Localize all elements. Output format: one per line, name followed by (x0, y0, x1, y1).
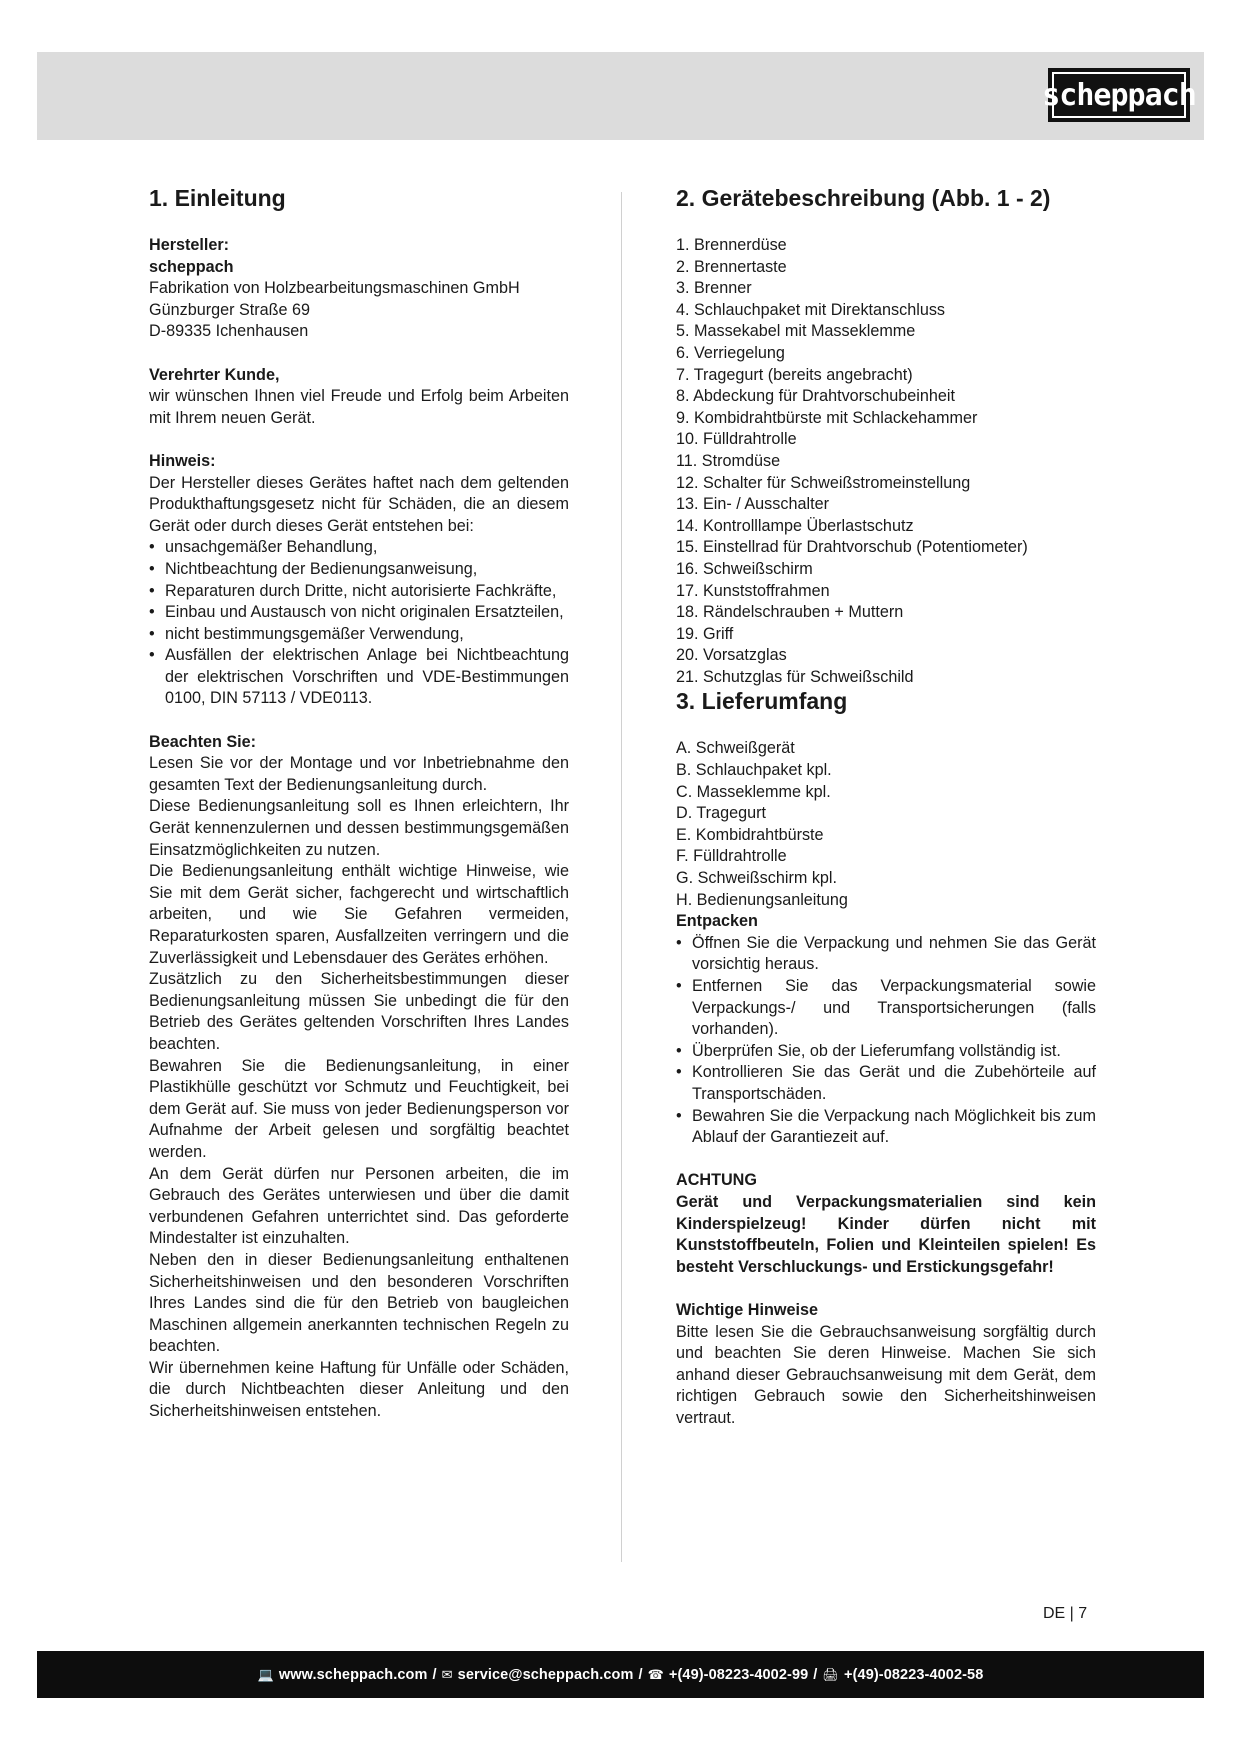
footer-separator: / (432, 1666, 437, 1683)
important-label: Wichtige Hinweise (676, 1300, 818, 1319)
unpack-label: Entpacken (676, 912, 758, 931)
manufacturer-line: Günzburger Straße 69 (149, 300, 311, 319)
column-divider (621, 192, 622, 1562)
page-footer (37, 1651, 1204, 1698)
important-text: Bitte lesen Sie die Gebrauchsanweisung sorgfältig durch und beachten Sie deren Hinweise. Machen Sie sich anhand dieser Gebrauchsanweisung mit dem Gerät, dem richtigen Gebrauch sowie den Sicherheitshinweisen vertraut. (676, 1322, 1096, 1427)
list-item: 20. Vorsatzglas (676, 646, 787, 665)
observe-paragraph: Diese Bedienungsanleitung soll es Ihnen erleichtern, Ihr Gerät kennenzulernen und dessen bestimmungsgemäßen Einsatzmöglichkeiten zu nutzen. (149, 797, 569, 859)
left-column (149, 185, 569, 1423)
unpack-block (676, 911, 1096, 1149)
list-item: 2. Brennertaste (676, 257, 787, 276)
list-item: 14. Kontrolllampe Überlastschutz (676, 516, 914, 535)
observe-paragraph: An dem Gerät dürfen nur Personen arbeiten, die im Gebrauch des Gerätes unterwiesen und über die damit verbundenen Gefahren unterrichtet sind. Das geforderte Mindestalter ist einzuhalten. (149, 1164, 569, 1248)
observe-paragraph: Neben den in dieser Bedienungsanleitung enthaltenen Sicherheitshinweisen und den besonderen Vorschriften Ihres Landes sind die für den Betrieb von baugleichen Maschinen allgemein anerkannten technischen Regeln zu beachten. (149, 1250, 569, 1356)
note-text: Der Hersteller dieses Gerätes haftet nach dem geltenden Produkthaftungsgesetz nicht für Schäden, die an diesem Gerät oder durch dieses Gerät entstehen bei: (149, 473, 569, 535)
list-item: F. Fülldrahtrolle (676, 847, 787, 866)
page-number: DE | 7 (1043, 1605, 1088, 1622)
list-item: 13. Ein- / Ausschalter (676, 495, 829, 514)
scheppach-logo (1042, 68, 1196, 122)
manufacturer-line: Fabrikation von Holzbearbeitungsmaschinen GmbH (149, 279, 520, 298)
note-label: Hinweis: (149, 451, 216, 470)
list-item: • Reparaturen durch Dritte, nicht autorisierte Fachkräfte, (149, 581, 569, 603)
list-item: 8. Abdeckung für Drahtvorschubeinheit (676, 387, 955, 406)
page-header (37, 52, 1204, 140)
list-item: • Einbau und Austausch von nicht originalen Ersatzteilen, (149, 602, 569, 624)
attention-label: ACHTUNG (676, 1171, 757, 1190)
fax-icon: 🖨 (822, 1666, 840, 1682)
list-item: • Entfernen Sie das Verpackungsmaterial sowie Verpackungs-/ und Transportsicherungen (falls vorhanden). (676, 976, 1096, 1041)
observe-paragraph: Bewahren Sie die Bedienungsanleitung, in einer Plastikhülle geschützt vor Schmutz und Feuchtigkeit, bei dem Gerät auf. Sie muss von jeder Bedienungsperson vor Aufnahme der Arbeit gelesen und sorgfältig beachtet werden. (149, 1056, 569, 1161)
customer-block (149, 365, 569, 430)
customer-label: Verehrter Kunde, (149, 365, 280, 384)
list-item: 5. Massekabel mit Masseklemme (676, 322, 916, 341)
unpack-bullet-list (676, 933, 1096, 1149)
scope-list (676, 738, 1096, 911)
footer-separator: / (813, 1666, 818, 1683)
list-item: B. Schlauchpaket kpl. (676, 761, 832, 780)
phone-icon: ☎ (647, 1666, 664, 1682)
logo-text: scheppach (1042, 77, 1196, 113)
mail-icon: ✉ (441, 1666, 453, 1682)
note-bullet-list (149, 537, 569, 710)
manufacturer-label: Hersteller: (149, 236, 230, 254)
list-item: 7. Tragegurt (bereits angebracht) (676, 365, 913, 384)
list-item: 10. Fülldrahtrolle (676, 430, 797, 449)
list-item: • Öffnen Sie die Verpackung und nehmen Sie das Gerät vorsichtig heraus. (676, 933, 1096, 976)
list-item: • unsachgemäßer Behandlung, (149, 537, 569, 559)
manufacturer-block (149, 235, 569, 343)
list-item: G. Schweißschirm kpl. (676, 869, 838, 888)
list-item: 21. Schutzglas für Schweißschild (676, 667, 914, 686)
heading-scope-of-delivery: 3. Lieferumfang (676, 688, 848, 715)
list-item: 18. Rändelschrauben + Muttern (676, 603, 904, 622)
attention-text: Gerät und Verpackungsmaterialien sind kein Kinderspielzeug! Kinder dürfen nicht mit Kunststoffbeuteln, Folien und Kleinteilen spielen! Es besteht Verschluckungs- und Erstickungsgefahr! (676, 1192, 1096, 1276)
footer-fax: +(49)-08223-4002-58 (844, 1666, 984, 1683)
list-item: • Nichtbeachtung der Bedienungsanweisung, (149, 559, 569, 581)
attention-block (676, 1170, 1096, 1278)
footer-phone: +(49)-08223-4002-99 (668, 1666, 809, 1683)
list-item: 1. Brennerdüse (676, 236, 787, 254)
list-item: 3. Brenner (676, 279, 752, 298)
list-item: 9. Kombidrahtbürste mit Schlackehammer (676, 408, 978, 427)
observe-block (149, 732, 569, 1423)
heading-introduction: 1. Einleitung (149, 185, 286, 211)
manufacturer-line: D-89335 Ichenhausen (149, 322, 309, 341)
list-item: • Ausfällen der elektrischen Anlage bei Nichtbeachtung der elektrischen Vorschriften und VDE-Bestimmungen 0100, DIN 57113 / VDE0113. (149, 645, 569, 710)
list-item: 11. Stromdüse (676, 451, 781, 470)
right-column (676, 185, 1096, 1429)
device-parts-list (676, 235, 1096, 688)
footer-separator: / (638, 1666, 643, 1683)
monitor-icon: 💻 (257, 1666, 274, 1682)
list-item: 4. Schlauchpaket mit Direktanschluss (676, 300, 946, 319)
list-item: 12. Schalter für Schweißstromeinstellung (676, 473, 971, 492)
footer-website[interactable]: www.scheppach.com (278, 1666, 428, 1683)
list-item: C. Masseklemme kpl. (676, 782, 831, 801)
list-item: D. Tragegurt (676, 804, 766, 823)
observe-paragraph: Die Bedienungsanleitung enthält wichtige Hinweise, wie Sie mit dem Gerät sicher, fachgerecht und wirtschaftlich arbeiten, und wie Sie Gefahren vermeiden, Reparaturkosten sparen, Ausfallzeiten verringern und die Zuverlässigkeit und Lebensdauer des Gerätes erhöhen. (149, 862, 569, 967)
list-item: 17. Kunststoffrahmen (676, 581, 830, 600)
heading-device-description: 2. Gerätebeschreibung (Abb. 1 - 2) (676, 185, 1051, 211)
note-block (149, 451, 569, 710)
footer-email[interactable]: service@scheppach.com (457, 1666, 634, 1683)
list-item: A. Schweißgerät (676, 739, 795, 758)
observe-paragraph: Zusätzlich zu den Sicherheitsbestimmungen dieser Bedienungsanleitung müssen Sie unbedingt die für den Betrieb des Gerätes geltenden Vorschriften Ihres Landes beachten. (149, 970, 569, 1053)
important-block (676, 1300, 1096, 1430)
observe-paragraph: Lesen Sie vor der Montage und vor Inbetriebnahme den gesamten Text der Bedienungsanleitung durch. (149, 754, 569, 794)
observe-paragraph: Wir übernehmen keine Haftung für Unfälle oder Schäden, die durch Nichtbeachten dieser Anleitung und den Sicherheitshinweisen entstehen. (149, 1358, 569, 1421)
manufacturer-name: scheppach (149, 257, 234, 276)
customer-text: wir wünschen Ihnen viel Freude und Erfolg beim Arbeiten mit Ihrem neuen Gerät. (149, 387, 569, 427)
list-item: 15. Einstellrad für Drahtvorschub (Potentiometer) (676, 538, 1028, 557)
observe-label: Beachten Sie: (149, 732, 257, 751)
list-item: H. Bedienungsanleitung (676, 890, 848, 909)
list-item: 16. Schweißschirm (676, 559, 813, 578)
list-item: • Überprüfen Sie, ob der Lieferumfang vollständig ist. (676, 1041, 1096, 1063)
list-item: 6. Verriegelung (676, 343, 785, 362)
list-item: • Bewahren Sie die Verpackung nach Möglichkeit bis zum Ablauf der Garantiezeit auf. (676, 1106, 1096, 1149)
list-item: E. Kombidrahtbürste (676, 825, 824, 844)
list-item: • Kontrollieren Sie das Gerät und die Zubehörteile auf Transportschäden. (676, 1062, 1096, 1105)
list-item: • nicht bestimmungsgemäßer Verwendung, (149, 624, 569, 646)
list-item: 19. Griff (676, 624, 734, 643)
